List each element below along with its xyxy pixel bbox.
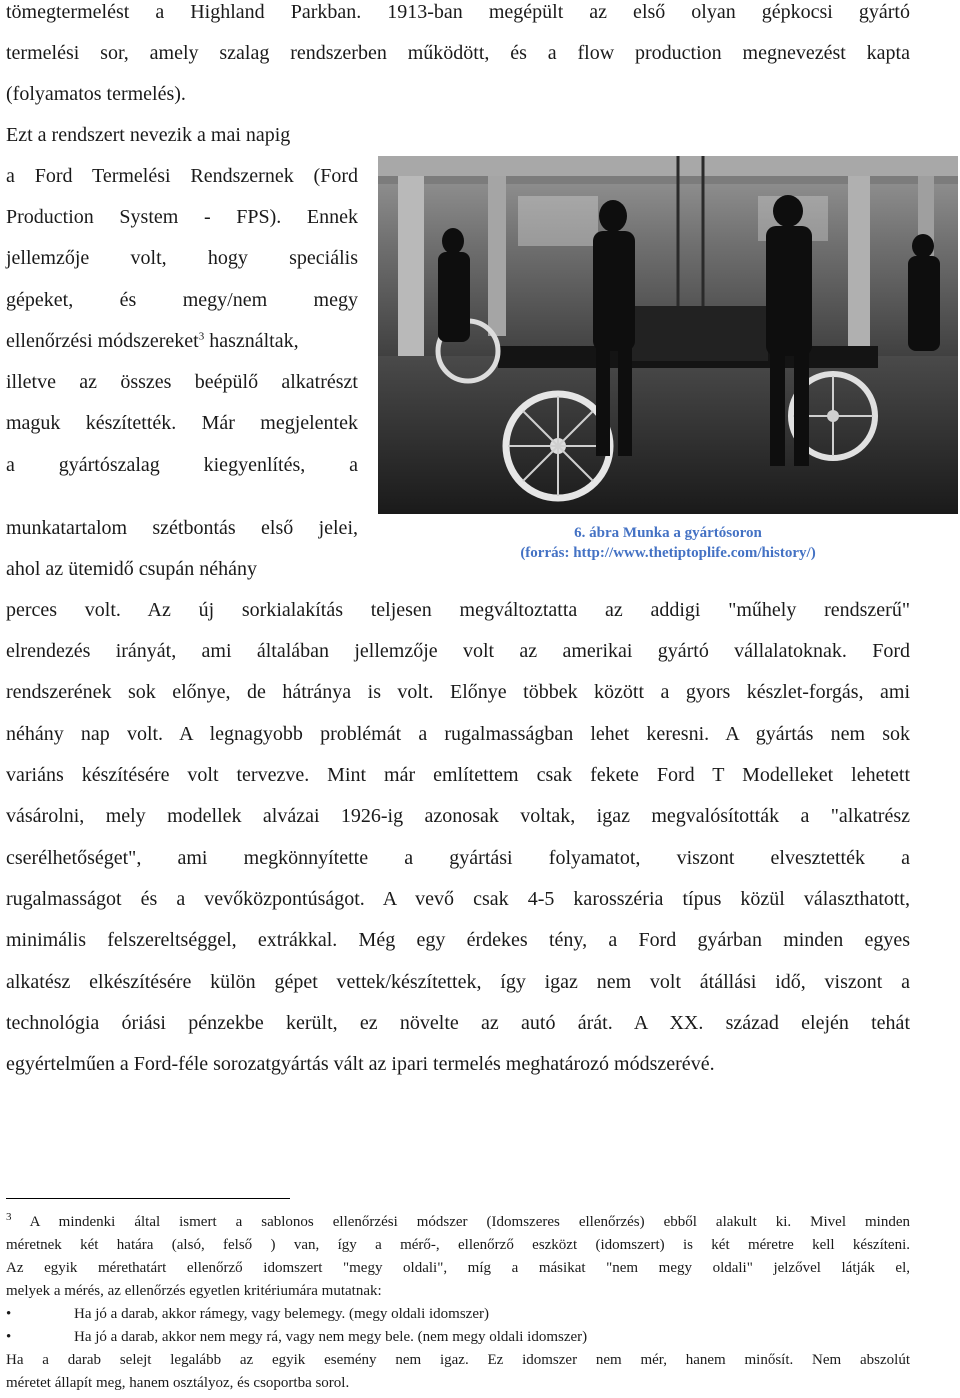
figure-source: (forrás: http://www.thetiptoplife.com/history/) [520,545,816,561]
body-line: rugalmasságot és a vevőközpontúságot. A vevő csak 4-5 karosszéria típus közül választhatott, [6,888,910,910]
body-line: egyértelműen a Ford-féle sorozatgyártás vált az ipari termelés meghatározó módszerévé. [6,1053,715,1075]
footnote-separator [6,1198,290,1199]
left-col-line: illetve az összes beépülő alkatrészt [6,371,358,393]
left-col-text: használtak, [209,330,299,352]
body-line: elrendezés irányát, ami általában jellemzője volt az amerikai gyártó vállalatoknak. Ford [6,640,910,662]
footnote-number: 3 [6,1211,12,1223]
left-col-line: gépeket, és megy/nem megy [6,289,358,311]
footnote-line: Az egyik mérethatárt ellenőrző idomszert "megy oldali", míg a másikat "nem megy oldali" jelzővel látják el, [6,1260,910,1276]
left-col-line: Ezt a rendszert nevezik a mai napig [6,124,291,146]
bullet-icon: • [6,1329,12,1345]
footnote-bullet: Ha jó a darab, akkor nem megy rá, vagy nem megy bele. (nem megy oldali idomszer) [74,1329,588,1345]
body-line: technológia óriási pénzekbe került, ez növelte az autó árát. A XX. század elején tehát [6,1012,910,1034]
body-line: cserélhetőséget", ami megkönnyítette a gyártási folyamatot, viszont elvesztették a [6,847,910,869]
body-line: néhány nap volt. A legnagyobb problémát a rugalmasságban lehet keresni. A gyártás nem sok [6,723,910,745]
left-col-text: ellenőrzési módszereket [6,330,199,352]
body-line: termelési sor, amely szalag rendszerben működött, és a flow production megnevezést kapta [6,42,910,64]
left-col-line: a Ford Termelési Rendszernek (Ford [6,165,358,187]
footnote-bullet: Ha jó a darab, akkor rámegy, vagy belemegy. (megy oldali idomszer) [74,1306,489,1322]
body-line: alkatész elkészítésére külön gépet vettek/készítettek, így igaz nem volt átállási idő, viszont a [6,971,910,993]
left-col-line: maguk készítették. Már megjelentek [6,412,358,434]
bullet-icon: • [6,1306,12,1322]
footnote-line [6,1213,910,1232]
footnote-line: méretnek két határa (alsó, felső ) van, így a mérő-, ellenőrző eszközt (idomszert) is két méretre kell készíteni. [6,1237,910,1253]
left-col-line: Production System - FPS). Ennek [6,206,358,228]
footnote-ref[interactable]: 3 [198,330,205,343]
left-col-line: a gyártószalag kiegyenlítés, a [6,454,358,476]
footnote-line: Ha a darab selejt legalább az egyik esemény nem igaz. Ez idomszer nem mér, hanem minősít. Nem abszolút [6,1352,910,1368]
footnote-bullet-row [6,1305,489,1324]
body-line: minimális felszereltséggel, extrákkal. Még egy érdekes tény, a Ford gyárban minden egyes [6,929,910,951]
body-line: vásárolni, mely modellek alvázai 1926-ig azonosak voltak, igaz megvalósították a "alkatrész [6,805,910,827]
left-col-line-with-footnote [6,329,358,353]
body-line: tömegtermelést a Highland Parkban. 1913-ban megépült az első olyan gépkocsi gyártó [6,1,910,23]
body-line: (folyamatos termelés). [6,83,186,105]
body-line: variáns készítésére volt tervezve. Mint már említettem csak fekete Ford T Modelleket lehetett [6,764,910,786]
left-col-line: ahol az ütemidő csupán néhány [6,558,258,580]
left-col-line: jellemzője volt, hogy speciális [6,247,358,269]
footnote-text: A mindenki által ismert a sablonos ellenőrzési módszer (Idomszeres ellenőrzés) ebből alakult ki. Mivel minden [29,1214,910,1230]
left-col-line: munkatartalom szétbontás első jelei, [6,517,358,539]
figure-caption: 6. ábra Munka a gyártósoron [574,525,762,541]
body-line: rendszerének sok előnye, de hátránya is volt. Előnye többek között a gyors készlet-forgás, ami [6,681,910,703]
assembly-line-illustration [378,156,958,514]
assembly-line-photo [378,156,958,514]
footnote-line: melyek a mérés, az ellenőrzés egyetlen kritériumára mutatnak: [6,1283,382,1299]
footnote-bullet-row [6,1328,587,1347]
body-line: perces volt. Az új sorkialakítás teljesen megváltoztatta az addigi "műhely rendszerű" [6,599,910,621]
footnote-line: méretet állapít meg, hanem osztályoz, és csoportba sorol. [6,1375,350,1391]
